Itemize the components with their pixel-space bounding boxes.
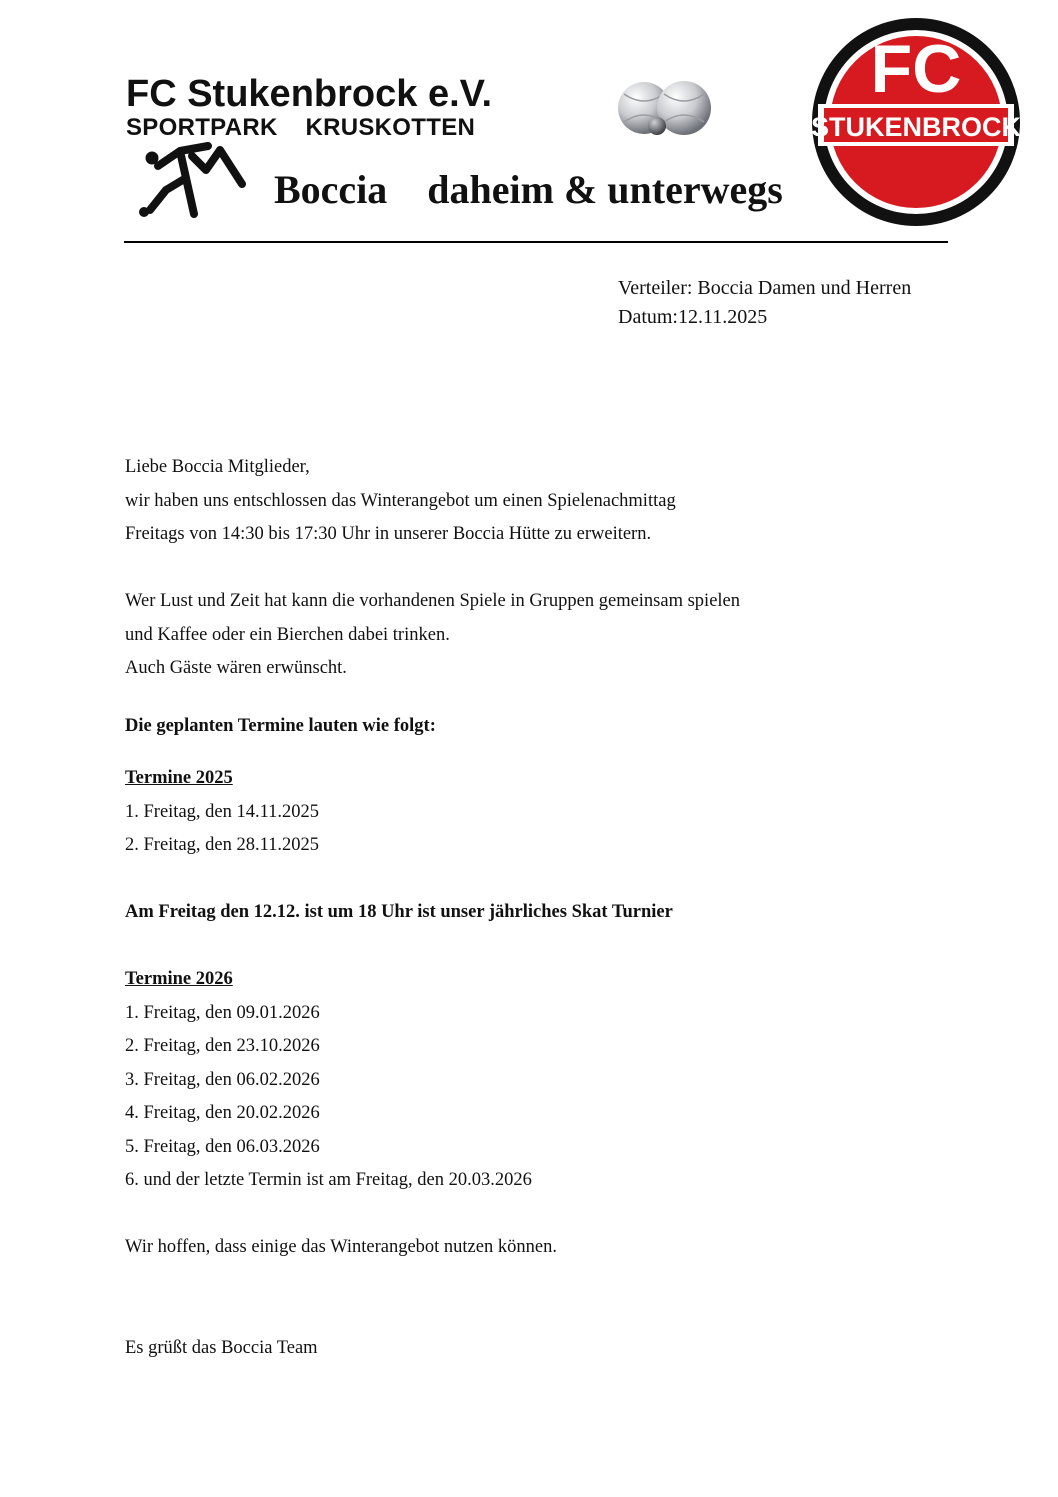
recipients: Verteiler: Boccia Damen und Herren bbox=[618, 277, 912, 299]
boccia-balls-icon bbox=[612, 78, 714, 140]
date-item: 2. Freitag, den 23.10.2026 bbox=[125, 1036, 320, 1056]
date-item: 2. Freitag, den 28.11.2025 bbox=[125, 835, 320, 855]
section-2026-heading: Termine 2026 bbox=[125, 969, 233, 989]
date-item: 5. Freitag, den 06.03.2026 bbox=[125, 1136, 320, 1157]
date-item: 1. Freitag, den 14.11.2025 bbox=[125, 801, 320, 822]
closing-hope: Wir hoffen, dass einige das Winterangebot nutzen können. bbox=[125, 1237, 557, 1257]
header-divider bbox=[124, 241, 948, 243]
date-item: 3. Freitag, den 06.02.2026 bbox=[125, 1069, 320, 1090]
dates-heading: Die geplanten Termine lauten wie folgt: bbox=[125, 715, 436, 736]
date-item: 4. Freitag, den 20.02.2026 bbox=[125, 1103, 320, 1123]
fc-stukenbrock-logo bbox=[810, 16, 1022, 228]
signoff: Es grüßt das Boccia Team bbox=[125, 1337, 318, 1358]
logo-fc-text: FC bbox=[870, 31, 962, 107]
letter-date: Datum:12.11.2025 bbox=[618, 306, 768, 328]
boccia-player-icon bbox=[136, 140, 246, 220]
paragraph-line: und Kaffee oder ein Bierchen dabei trinken. bbox=[125, 624, 450, 645]
club-subtitle: SPORTPARK KRUSKOTTEN bbox=[126, 114, 476, 141]
salutation: Liebe Boccia Mitglieder, bbox=[125, 457, 310, 477]
page-title: Boccia daheim & unterwegs bbox=[274, 167, 783, 212]
logo-band-text: STUKENBROCK bbox=[810, 112, 1022, 142]
meta-block bbox=[618, 274, 911, 332]
intro-line: Freitags von 14:30 bis 17:30 Uhr in unserer Boccia Hütte zu erweitern. bbox=[125, 524, 652, 544]
intro-line: wir haben uns entschlossen das Winterangebot um einen Spielenachmittag bbox=[125, 490, 676, 511]
paragraph-line: Auch Gäste wären erwünscht. bbox=[125, 658, 347, 678]
date-item: 1. Freitag, den 09.01.2026 bbox=[125, 1002, 320, 1023]
section-2025-heading: Termine 2025 bbox=[125, 768, 233, 788]
date-item: 6. und der letzte Termin ist am Freitag, den 20.03.2026 bbox=[125, 1170, 532, 1190]
skat-notice: Am Freitag den 12.12. ist um 18 Uhr ist unser jährliches Skat Turnier bbox=[125, 902, 673, 922]
club-name: FC Stukenbrock e.V. bbox=[126, 73, 493, 115]
paragraph-line: Wer Lust und Zeit hat kann die vorhandenen Spiele in Gruppen gemeinsam spielen bbox=[125, 591, 741, 611]
letter-body bbox=[125, 451, 1005, 1365]
